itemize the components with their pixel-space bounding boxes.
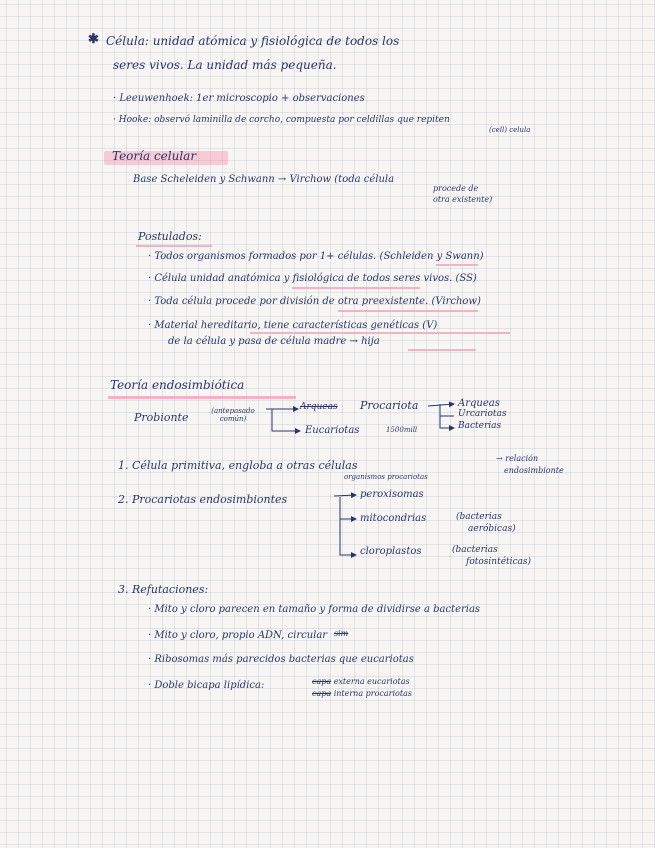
cloroplastos-note1: (bacterias [452,545,498,555]
membrane-internal-text: interna procariotas [333,689,412,698]
postulado-3: · Toda célula procede por división de otra preexistente. (Virchow) [148,296,481,307]
endosimbiotica-title: Teoría endosimbiótica [110,378,245,392]
point-1-sub: organismos procariotas [344,473,428,481]
postulado-1: · Todos organismos formados por 1+ células. (Schleiden y Swann) [148,251,484,262]
probionte-label: Probionte [134,411,189,424]
cell-definition-line2: seres vivos. La unidad más pequeña. [113,58,337,72]
postulado-2: · Célula unidad anatómica y fisiológica de todos seres vivos. (SS) [148,273,477,284]
point-2: 2. Procariotas endosimbiontes [118,493,288,506]
refutaciones-title: 3. Refutaciones: [118,583,209,596]
refutacion-2: · Mito y cloro, propio ADN, circular [148,630,328,641]
cell-definition-line1: Célula: unidad atómica y fisiológica de todos los [106,34,400,48]
organelle-mitocondrias: mitocondrias [360,513,427,524]
organelle-peroxisomas: peroxisomas [360,489,424,500]
arrow-probionte-eucariotas [266,409,300,431]
point-1-right2: endosimbionte [504,466,564,475]
mitocondrias-note2: aeróbicas) [468,524,516,534]
refutacion-2-struck: sim [334,629,349,638]
probionte-note: (antepasado común) [211,407,255,423]
eucariotas-note: 1500mill [386,426,418,434]
postulado-4: · Material hereditario, tiene características genéticas (V) [148,320,438,331]
refutacion-1: · Mito y cloro parecen en tamaño y forma de dividirse a bacterias [148,604,481,615]
refutacion-3: · Ribosomas más parecidos bacterias que eucariotas [148,654,414,665]
organelle-cloroplastos: cloroplastos [360,546,422,557]
branch-urcariotas: Urcariotas [458,409,507,419]
arrow-arqueas [428,404,454,406]
membrane-internal-struck: capa [312,689,332,698]
arrow-cloroplastos [340,497,356,555]
bullet-hooke: · Hooke: observó laminilla de corcho, compuesta por celdillas que repiten [113,115,450,125]
cell-note: (cell) celula [489,126,531,134]
postulados-title: Postulados: [138,230,202,243]
eucariotas-label: Eucariotas [305,425,360,436]
point-1: 1. Célula primitiva, engloba a otras células [118,459,358,472]
base-cont1: procede de [433,184,479,193]
teoria-celular-title: Teoría celular [112,149,197,163]
point-1-right1: → relación [496,454,539,463]
membrane-external-struck: capa [312,677,332,686]
bullet-leeuwenhoek: · Leeuwenhoek: 1er microscopio + observaciones [113,93,365,104]
postulado-4-cont: de la célula y pasa de célula madre → hija [168,336,380,347]
refutacion-4: · Doble bicapa lipídica: [148,680,265,691]
cloroplastos-note2: fotosintéticas) [466,557,532,567]
membrane-external-text: externa eucariotas [333,677,410,686]
procariota-struck: Arqueas [300,402,338,412]
base-line: Base Scheleiden y Schwann → Virchow (toda célula [133,174,395,185]
arrow-peroxisomas [334,495,356,496]
asterisk-icon: ✱ [88,32,99,47]
branch-arqueas: Arqueas [458,398,500,409]
mitocondrias-note1: (bacterias [456,512,502,522]
branch-bacterias: Bacterias [458,421,502,431]
procariota-label: Procariota [360,399,419,412]
base-cont2: otra existente) [433,195,493,204]
